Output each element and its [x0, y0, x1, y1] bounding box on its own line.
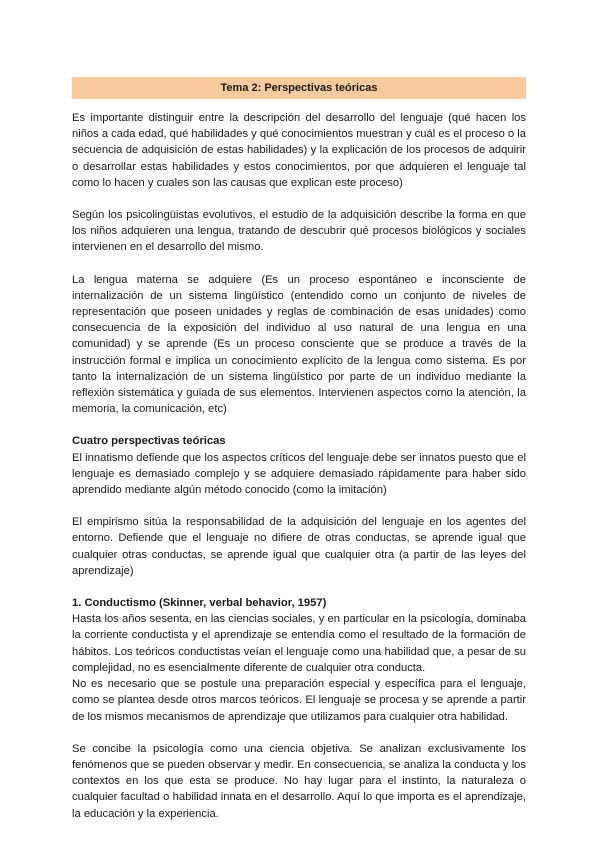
- paragraph-objective-psychology: Se concibe la psicología como una ciencia objetiva. Se analizan exclusivamente los fenómenos que se pueden observar y medir. En consecuencia, se analiza la conducta y los contextos en los que esta se produce. No hay lugar para el instinto, la naturaleza o cualquier facultad o habilidad innata en el desarrollo. Aquí lo que importa es el aprendizaje, la educación y la experiencia.: [72, 742, 526, 820]
- section-heading-conductismo: 1. Conductismo (Skinner, verbal behavior, 1957): [72, 597, 327, 610]
- paragraph-innatism: El innatismo defiende que los aspectos críticos del lenguaje debe ser innatos puesto que el lenguaje es demasiado complejo y se adquiere demasiado rápidamente para haber sido aprendido mediante algún método conocido (como la imitación): [72, 451, 526, 497]
- paragraph-description-vs-explanation: Es importante distinguir entre la descripción del desarrollo del lenguaje (qué hacen los niños a cada edad, qué habilidades y qué conocimientos muestran y cuál es el proceso o la secuencia de adquisición de estas habilidades) y la explicación de los procesos de adquirir o desarrollar estas habilidades y estos conocimientos, por que adquieren el lenguaje tal como lo hacen y cuales son las causas que explican este proceso): [72, 112, 527, 189]
- paragraph-psycholinguists: Según los psicolingüistas evolutivos, el estudio de la adquisición describe la forma en que los niños adquieren una lengua, tratando de descubrir qué procesos biológicos y sociales intervienen en el desarrollo del mismo.: [72, 209, 526, 254]
- paragraph-conductismo-history: Hasta los años sesenta, en las ciencias sociales, y en particular en la psicología, dominaba la corriente conductista y el aprendizaje se entendía como el resultado de la formación de hábitos. Los teóricos conductistas veían el lenguaje como una habilidad que, a pesar de su complejidad, no es esencialmente diferente de cualquier otra conducta.: [72, 613, 526, 674]
- document-body: [72, 110, 526, 822]
- section-heading-perspectives: Cuatro perspectivas teóricas: [72, 435, 226, 448]
- paragraph-mother-tongue: La lengua materna se adquiere (Es un proceso espontáneo e inconsciente de internalización de un sistema lingüístico (entendido como un conjunto de niveles de representación que poseen unidades y reglas de combinación de esas unidades) como consecuencia de la exposición del individuo al uso natural de una lengua en una comunidad) y se aprende (Es un proceso consciente que se produce a través de la instrucción formal e implica un conocimiento explícito de la lengua como sistema. Es por tanto la internalización de un sistema lingüístico por parte de un individuo mediante la reflexión sistemática y guiada de sus elementos. Intervienen aspectos como la atención, la memoria, la comunicación, etc): [72, 273, 526, 416]
- paragraph-conductismo-mechanisms: No es necesario que se postule una preparación especial y específica para el lenguaje, como se plantea desde otros marcos teóricos. El lenguaje se procesa y se aprende a partir de los mismos mecanismos de aprendizaje que utilizamos para cualquier otra habilidad.: [72, 678, 526, 723]
- page-title: Tema 2: Perspectivas teóricas: [72, 77, 526, 99]
- paragraph-empiricism: El empirismo sitúa la responsabilidad de la adquisición del lenguaje en los agentes del entorno. Defiende que el lenguaje no difiere de otras conductas, se aprende igual que cualquier otras conductas, se aprende igual que cualquier otra (a partir de las leyes del aprendizaje): [72, 516, 526, 577]
